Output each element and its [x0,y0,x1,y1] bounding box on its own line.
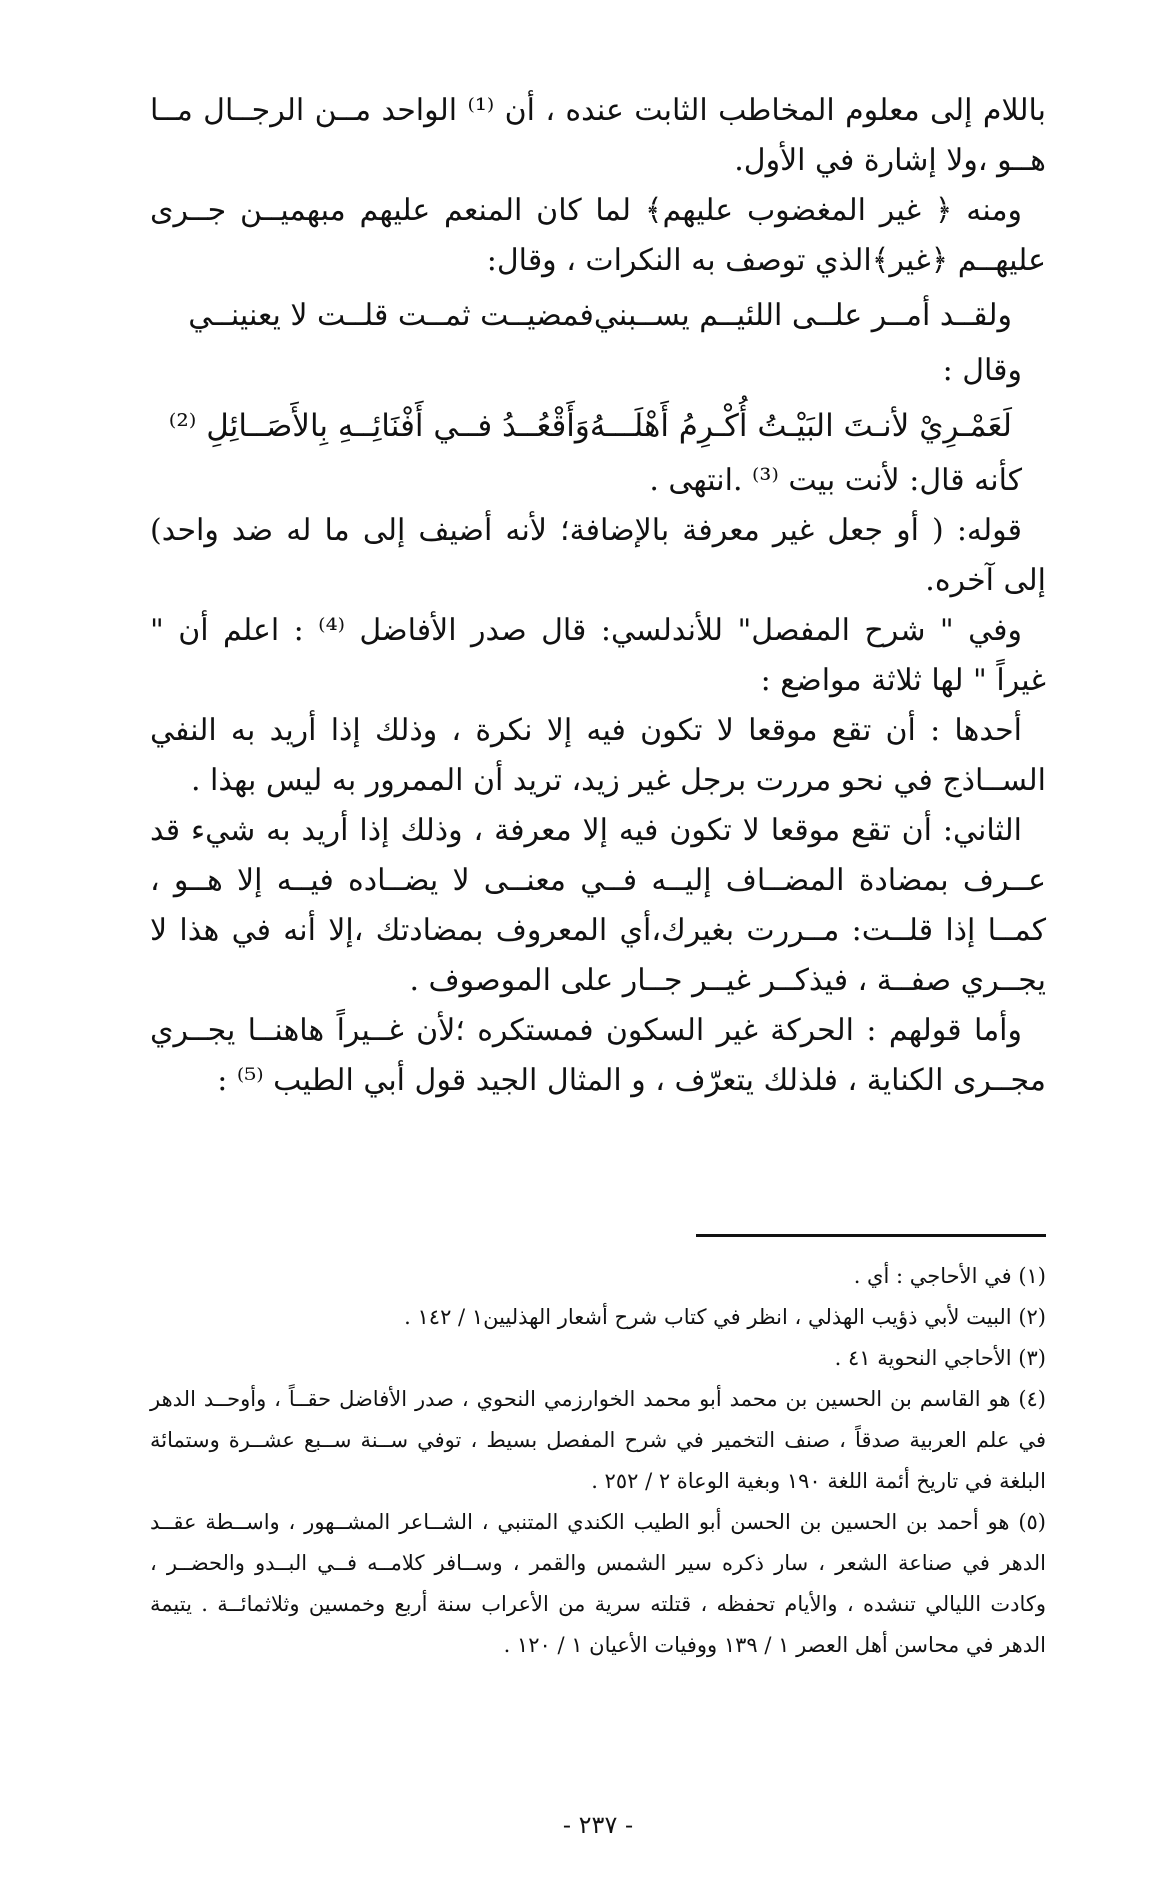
paragraph-4: كأنه قال: لأنت بيت ⁽³⁾ .انتهى . [649,463,1022,498]
page-number: - ٢٣٧ - [562,1811,634,1839]
book-page [150,86,1046,1846]
paragraph-5: قوله: ( أو جعل غير معرفة بالإضافة؛ لأنه أضيف إلى ما له ضد واحد) إلى آخره. [150,513,1046,598]
paragraph-1: باللام إلى معلوم المخاطب الثابت عنده ، أن ⁽¹⁾ الواحد مــن الرجــال مــا هــو ،ولا إشارة في الأول. [150,93,1046,178]
paragraph-2: ومنه ﴿ غير المغضوب عليهم﴾ لما كان المنعم عليهم مبهميــن جــرى عليهــم ﴿غير﴾الذي توصف به النكرات ، وقال: [150,193,1046,278]
verse-1-first-hemistich: ولقــد أمــر علــى اللئيــم يســبني [593,298,1012,333]
footnote-divider [696,1234,1046,1237]
verse-1 [150,286,1046,346]
verse-1-second-hemistich: فمضيــت ثمــت قلــت لا يعنينــي [188,298,594,333]
footnote-4: (٤) هو القاسم بن الحسين بن محمد أبو محمد الخوارزمي النحوي ، صدر الأفاضل حقــاً ، وأوحــد الدهر في علم العربية صدقاً ، صنف التخمير في شرح المفصل بسيط ، توفي ســنة ســبع عشــرة وستمائة البلغة في تاريخ أئمة اللغة ١٩٠ وبغية الوعاة ٢ / ٢٥٢ . [150,1387,1046,1493]
paragraph-7: أحدها : أن تقع موقعا لا تكون فيه إلا نكرة ، وذلك إذا أريد به النفي الســاذج في نحو مررت برجل غير زيد، تريد أن الممرور به ليس بهذا . [150,713,1046,798]
paragraph-3: وقال : [942,353,1022,388]
footnotes [150,1256,1046,1666]
footnote-5: (٥) هو أحمد بن الحسين بن الحسن أبو الطيب الكندي المتنبي ، الشــاعر المشــهور ، واســطة عقــد الدهر في صناعة الشعر ، سار ذكره سير الشمس والقمر ، وســافر كلامــه فــي البــدو والحضــر ، وكادت الليالي تنشده ، والأيام تحفظه ، قتلته سرية من الأعراب سنة أربع وخمسين وثلاثمائــة . يتيمة الدهر في محاسن أهل العصر ١ / ١٣٩ ووفيات الأعيان ١ / ١٢٠ . [150,1510,1046,1657]
paragraph-9: وأما قولهم : الحركة غير السكون فمستكره ؛لأن غــيراً هاهنــا يجــري مجــرى الكناية ، فلذلك يتعرّف ، و المثال الجيد قول أبي الطيب ⁽⁵⁾ : [150,1013,1046,1098]
verse-2 [150,396,1046,456]
footnote-1: (١) في الأحاجي : أي . [853,1264,1046,1288]
paragraph-6: وفي " شرح المفصل" للأندلسي: قال صدر الأفاضل ⁽⁴⁾ : اعلم أن " غيراً " لها ثلاثة مواضع : [150,613,1046,698]
verse-2-second-hemistich: وَأَقْعُــدُ فــي أَفْنَائِــهِ بِالأَصَــائِلِ ⁽²⁾ [168,408,590,444]
main-text [150,86,1046,1106]
footnote-2: (٢) البيت لأبي ذؤيب الهذلي ، انظر في كتاب شرح أشعار الهذليين١ / ١٤٢ . [404,1305,1046,1329]
footnote-3: (٣) الأحاجي النحوية ٤١ . [834,1346,1046,1370]
paragraph-8: الثاني: أن تقع موقعا لا تكون فيه إلا معرفة ، وذلك إذا أريد به شيء قد عــرف بمضادة المضــاف إليــه فــي معنــى لا يضــاده فيــه إلا هــو ، كمــا إذا قلــت: مــررت بغيرك،أي المعروف بمضادتك ،إلا أنه في هذا لا يجــري صفــة ، فيذكــر غيــر جــار على الموصوف . [150,813,1046,998]
verse-2-first-hemistich: لَعَمْـرِيْ لأنـتَ البَيْـتُ أُكْـرِمُ أَهْلَـــهُ [589,408,1012,444]
